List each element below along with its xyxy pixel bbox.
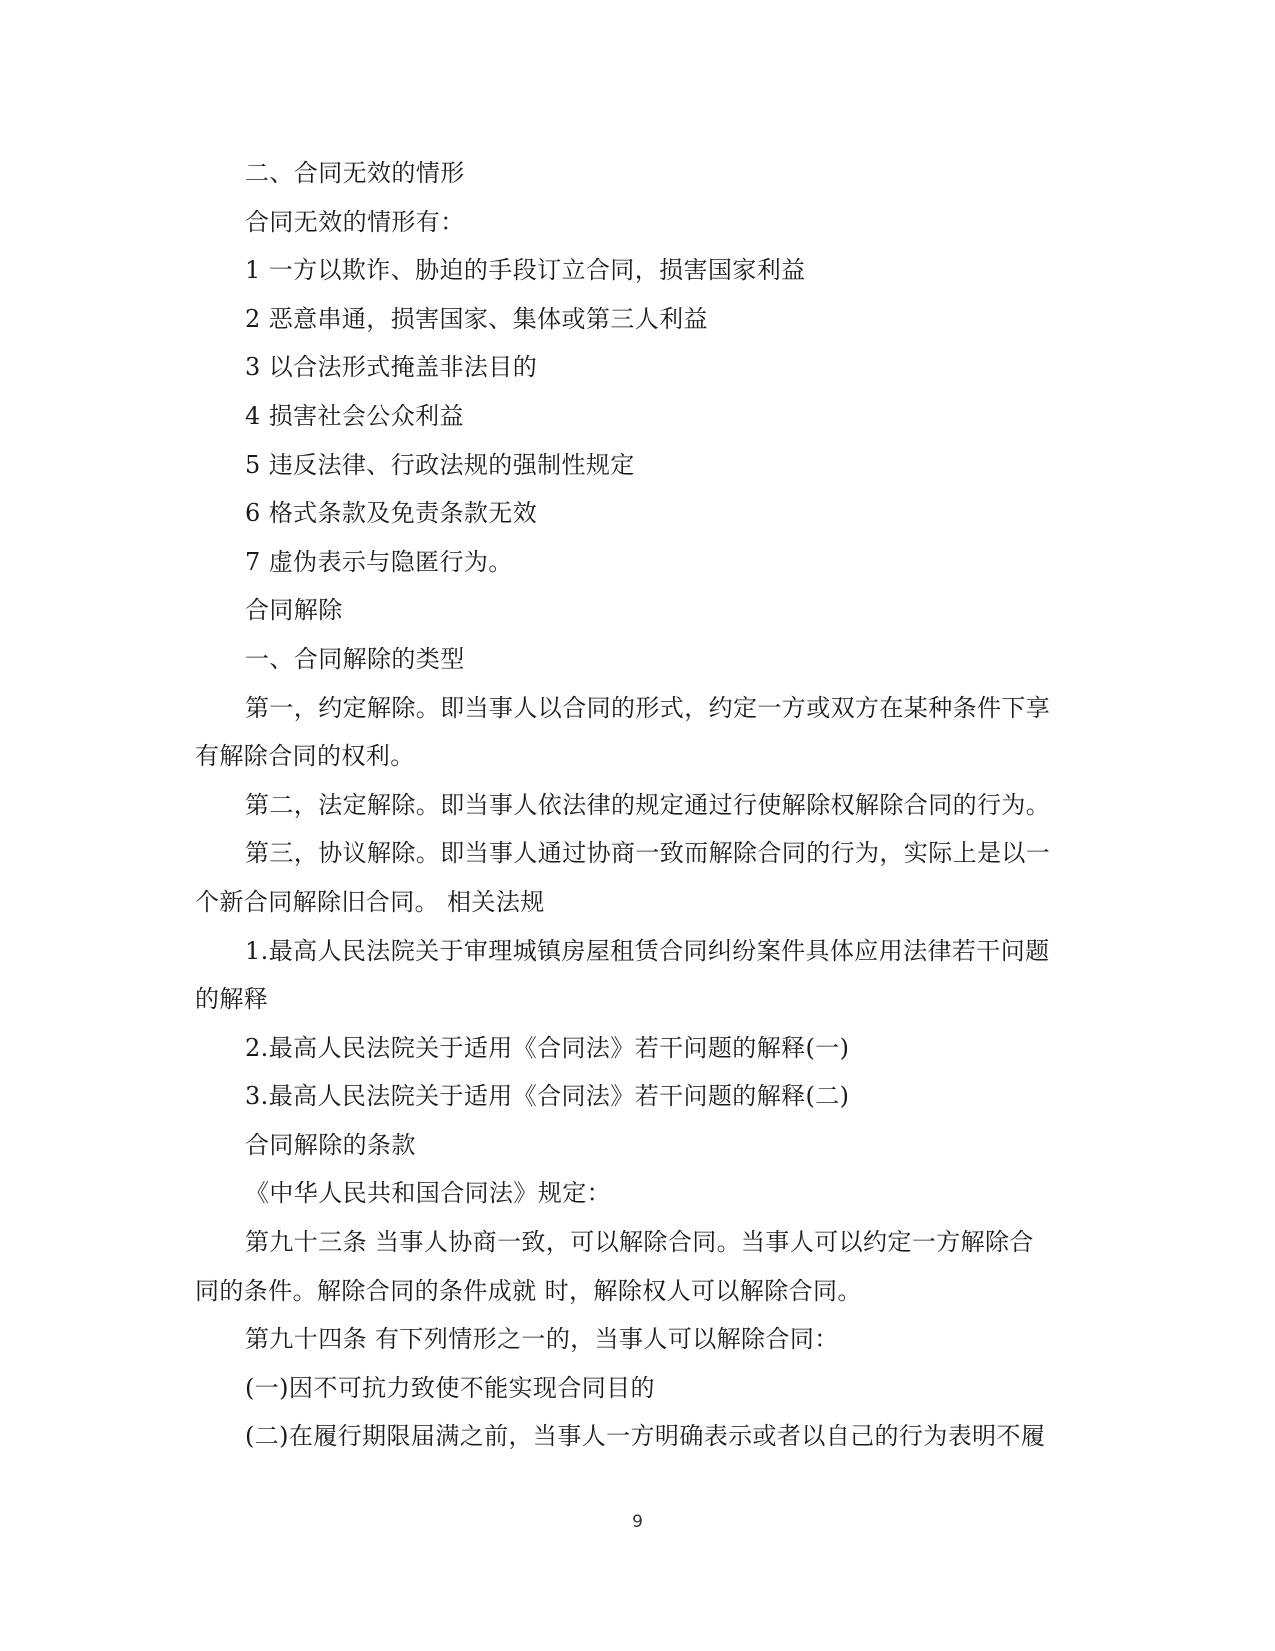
paragraph: 第一，约定解除。即当事人以合同的形式，约定一方或双方在某种条件下享 (245, 693, 1051, 722)
section-heading: 一、合同解除的类型 (245, 644, 465, 673)
list-item: 2.最高人民法院关于适用《合同法》若干问题的解释(一) (245, 1033, 850, 1062)
section-heading: 合同解除的条款 (245, 1130, 416, 1159)
page-number: 9 (632, 1512, 643, 1532)
paragraph-continuation: 个新合同解除旧合同。 相关法规 (195, 887, 545, 916)
list-item: 2 恶意串通，损害国家、集体或第三人利益 (245, 304, 708, 333)
paragraph-continuation: 同的条件。解除合同的条件成就 时，解除权人可以解除合同。 (195, 1276, 862, 1305)
list-item: 7 虚伪表示与隐匿行为。 (245, 547, 513, 576)
list-item: 6 格式条款及免责条款无效 (245, 499, 538, 528)
paragraph: 第九十三条 当事人协商一致，可以解除合同。当事人可以约定一方解除合 (245, 1228, 1034, 1257)
paragraph: 《中华人民共和国合同法》规定： (245, 1179, 611, 1208)
list-item: 3 以合法形式掩盖非法目的 (245, 353, 538, 382)
section-heading: 合同解除 (245, 596, 343, 625)
paragraph: 第二，法定解除。即当事人依法律的规定通过行使解除权解除合同的行为。 (245, 790, 1051, 819)
list-item: (二)在履行期限届满之前，当事人一方明确表示或者以自己的行为表明不履 (245, 1422, 1046, 1451)
section-heading: 二、合同无效的情形 (245, 159, 465, 187)
document-body (195, 149, 1075, 1461)
list-item: 1 一方以欺诈、胁迫的手段订立合同，损害国家利益 (245, 256, 806, 285)
list-item: 3.最高人民法院关于适用《合同法》若干问题的解释(二) (245, 1082, 850, 1111)
list-item: 4 损害社会公众利益 (245, 401, 464, 430)
list-item: 1.最高人民法院关于审理城镇房屋租赁合同纠纷案件具体应用法律若干问题 (245, 936, 1050, 965)
list-item: (一)因不可抗力致使不能实现合同目的 (245, 1373, 655, 1402)
paragraph: 合同无效的情形有： (245, 207, 465, 236)
paragraph: 第三，协议解除。即当事人通过协商一致而解除合同的行为，实际上是以一 (245, 839, 1051, 868)
paragraph-continuation: 有解除合同的权利。 (195, 742, 415, 771)
list-item: 5 违反法律、行政法规的强制性规定 (245, 450, 635, 479)
paragraph-continuation: 的解释 (195, 985, 269, 1014)
paragraph: 第九十四条 有下列情形之一的，当事人可以解除合同： (245, 1325, 839, 1354)
